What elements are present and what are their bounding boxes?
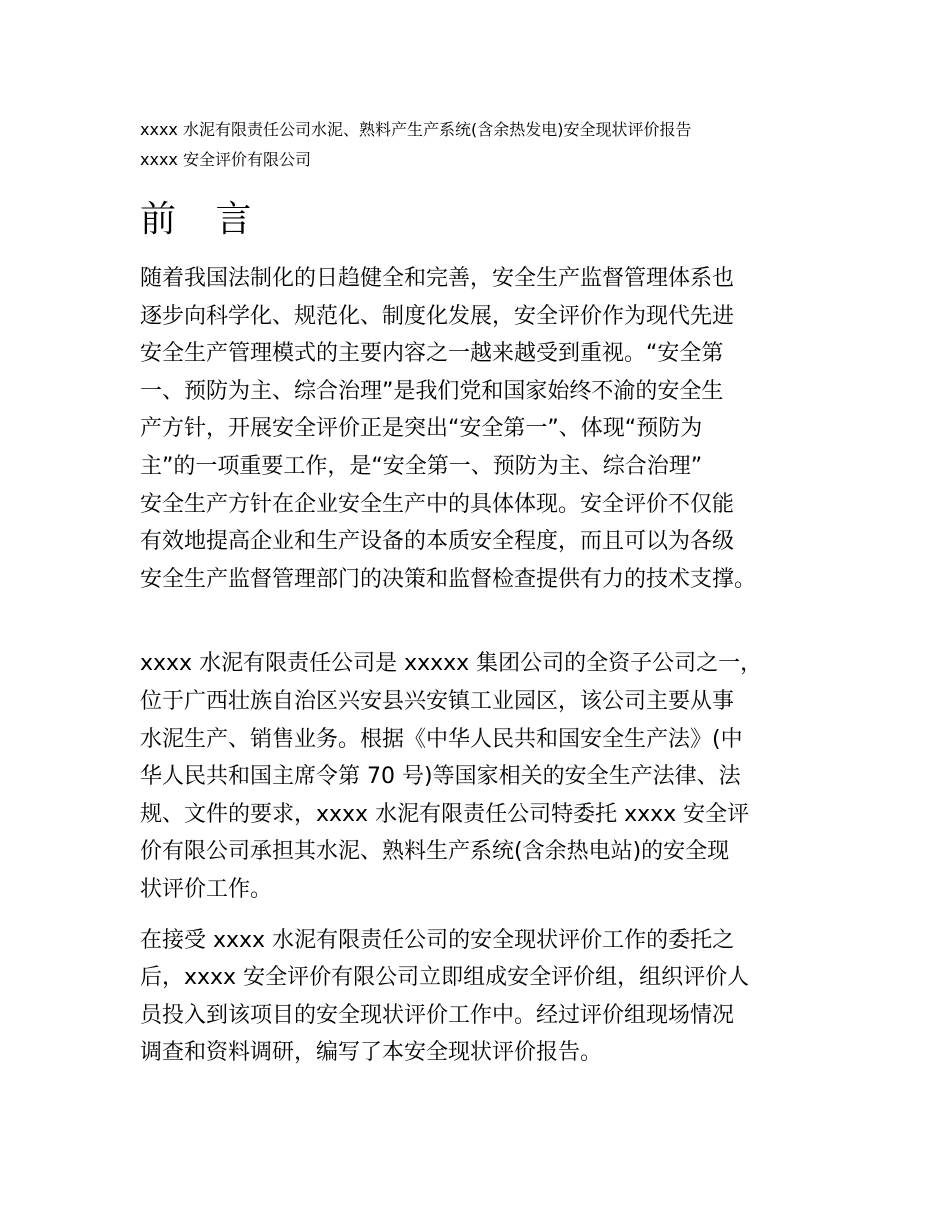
paragraph-line: xxxx 水泥有限责任公司是 xxxxx 集团公司的全资子公司之一，: [140, 651, 763, 677]
report-title-header: xxxx 水泥有限责任公司水泥、熟料产生产系统(含余热发电)安全现状评价报告: [140, 120, 692, 139]
paragraph-line: 员投入到该项目的安全现状评价工作中。经过评价组现场情况: [140, 1002, 735, 1028]
company-name-header: xxxx 安全评价有限公司: [140, 150, 311, 169]
paragraph-line: 后，xxxx 安全评价有限公司立即组成安全评价组，组织评价人: [140, 965, 750, 991]
paragraph-line: 状评价工作。: [140, 876, 273, 902]
paragraph-line: 逐步向科学化、规范化、制度化发展，安全评价作为现代先进: [140, 303, 735, 329]
document-page: [140, 0, 820, 1072]
paragraph-company: [140, 645, 820, 908]
paragraph-line: 华人民共和国主席令第 70 号)等国家相关的安全生产法律、法: [140, 764, 741, 790]
paragraph-line: 规、文件的要求，xxxx 水泥有限责任公司特委托 xxxx 安全评: [140, 801, 750, 827]
paragraph-line: 产方针，开展安全评价正是突出“安全第一”、体现“预防为: [140, 416, 703, 442]
paragraph-line: 调查和资料调研，编写了本安全现状评价报告。: [140, 1040, 603, 1066]
paragraph-line: 安全生产管理模式的主要内容之一越来越受到重视。“安全第: [140, 341, 724, 367]
paragraph-line: 水泥生产、销售业务。根据《中华人民共和国安全生产法》(中: [140, 726, 743, 752]
paragraph-line: 在接受 xxxx 水泥有限责任公司的安全现状评价工作的委托之: [140, 927, 735, 953]
paragraph-line: 随着我国法制化的日趋健全和完善，安全生产监督管理体系也: [140, 266, 735, 291]
paragraph-line: 价有限公司承担其水泥、熟料生产系统(含余热电站)的安全现: [140, 839, 730, 865]
paragraph-line: 有效地提高企业和生产设备的本质安全程度，而且可以为各级: [140, 529, 735, 555]
paragraph-process: [140, 922, 820, 1072]
paragraph-line: 一、预防为主、综合治理”是我们党和国家始终不渝的安全生: [140, 378, 724, 404]
paragraph-line: 安全生产监督管理部门的决策和监督检查提供有力的技术支撑。: [140, 566, 757, 592]
paragraph-line: 位于广西壮族自治区兴安县兴安镇工业园区，该公司主要从事: [140, 688, 735, 714]
paragraph-line: 主”的一项重要工作，是“安全第一、预防为主、综合治理”: [140, 453, 703, 479]
section-title: 前 言: [140, 199, 266, 240]
paragraph-intro: [140, 260, 820, 598]
paragraph-line: 安全生产方针在企业安全生产中的具体体现。安全评价不仅能: [140, 491, 735, 517]
